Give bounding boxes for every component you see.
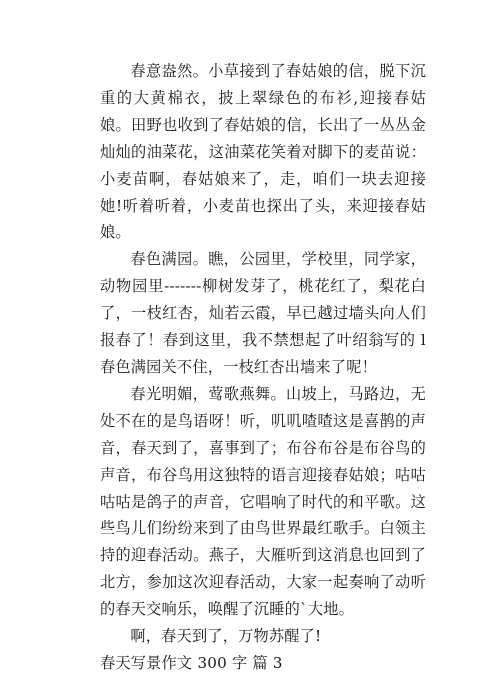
document-body — [100, 58, 426, 677]
next-essay-heading: 春天写景作文 300 字 篇 3 — [100, 653, 283, 672]
paragraph-closing: 啊，春天到了，万物苏醒了! — [130, 627, 322, 646]
paragraph-birdsong: 春光明媚，莺歌燕舞。山坡上，马路边，无处不在的是鸟语呀！听，叽叽喳喳这是喜鹊的声音，春天到了，喜事到了；布谷布谷是布谷鸟的声音，布谷鸟用这独特的语言迎接春姑娘；咕咕咕咕是鸽子的声音，它唱响了时代的和平歌。这些鸟儿们纷纷来到了由鸟世界最红歌手。白领主持的迎春活动。燕子，大雁听到这消息也回到了北方，参加这次迎春活动，大家一起奏响了动听的春天交响乐，唤醒了沉睡的`大地。 — [100, 384, 426, 619]
paragraph-spring-vitality: 春意盎然。小草接到了春姑娘的信，脱下沉重的大黄棉衣，披上翠绿色的布衫,迎接春姑娘。田野也收到了春姑娘的信，长出了一丛丛金灿灿的油菜花，这油菜花笑着对脚下的麦苗说：小麦苗啊，春姑娘来了，走，咱们一块去迎接她!听着听着，小麦苗也探出了头，来迎接春姑娘。 — [100, 62, 426, 242]
paragraph-spring-garden: 春色满园。瞧，公园里，学校里，同学家，动物园里-------柳树发芽了，桃花红了，梨花白了，一枝红杏，灿若云霞，早已越过墙头向人们报春了！春到这里，我不禁想起了叶绍翁写的 l 春色满园关不住，一枝红杏出墙来了呢！ — [100, 250, 426, 376]
